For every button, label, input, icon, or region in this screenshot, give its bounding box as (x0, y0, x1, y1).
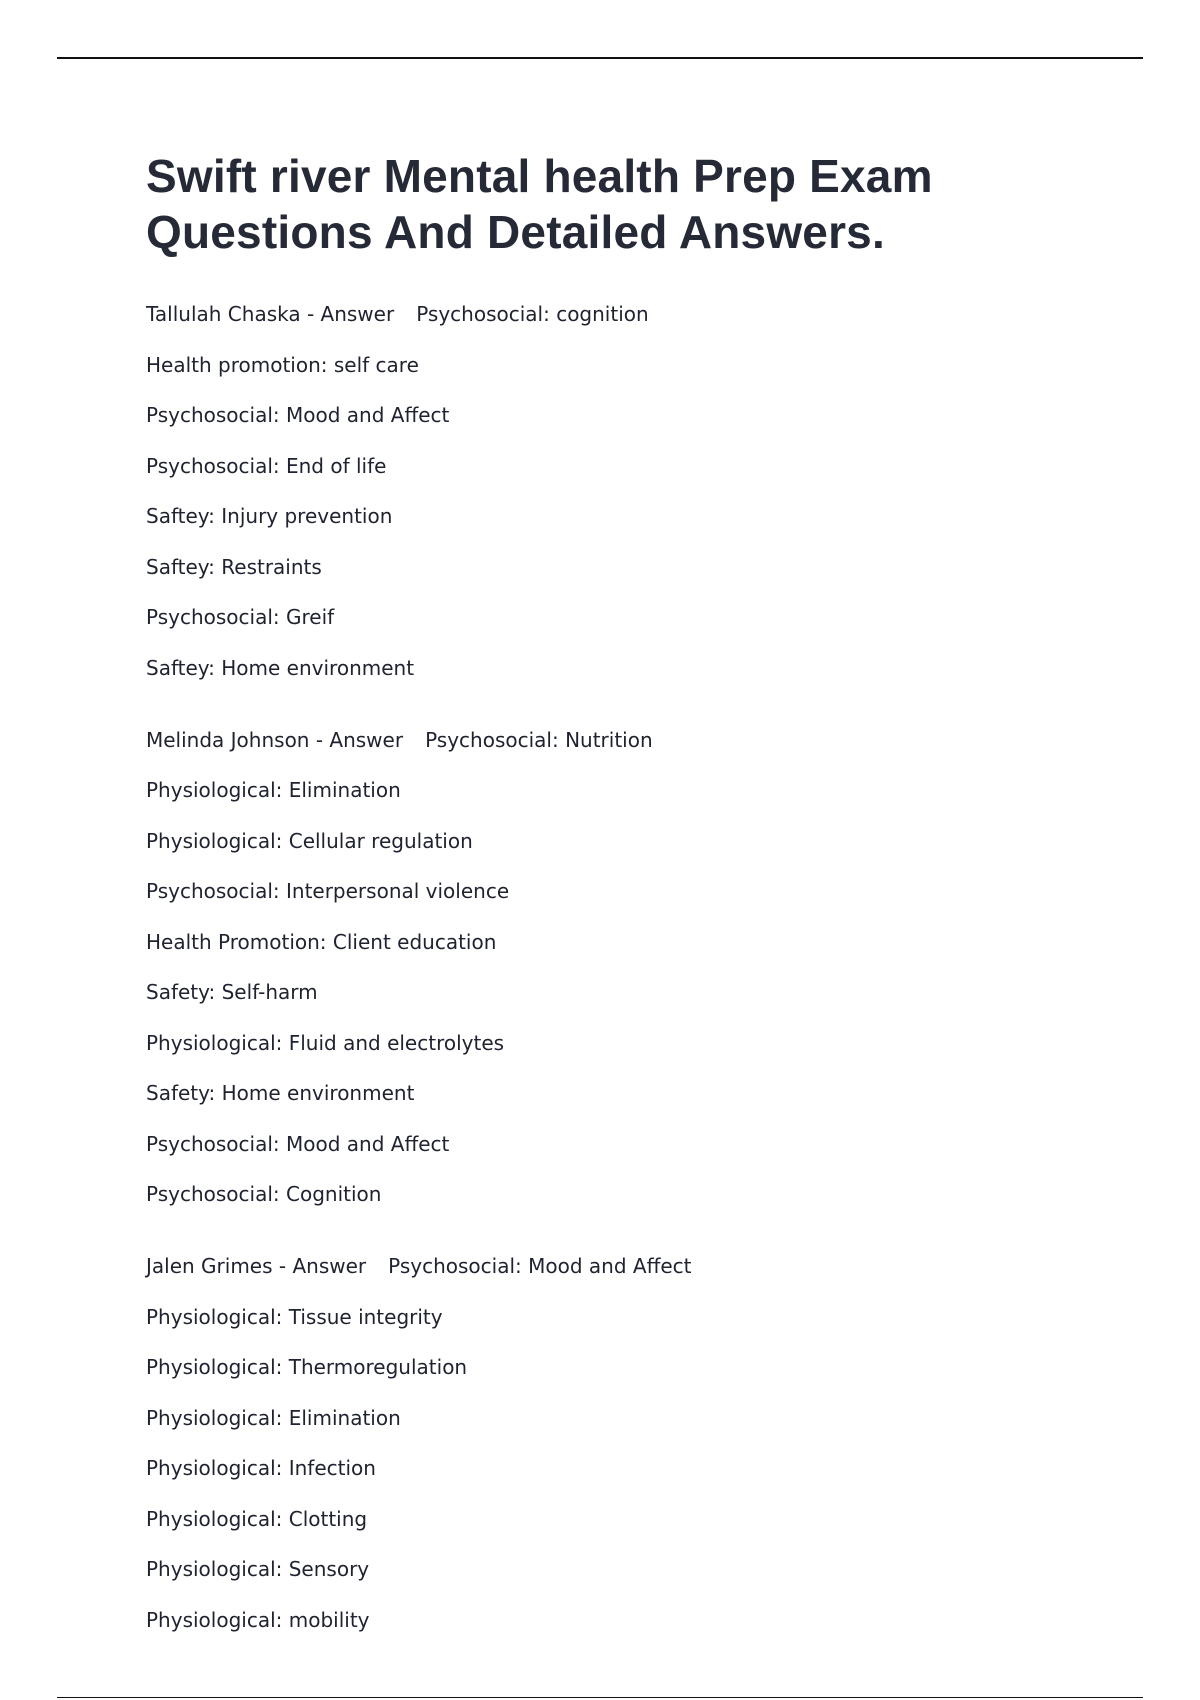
answer-item: Physiological: Clotting (146, 1506, 368, 1531)
answer-item: Saftey: Restraints (146, 554, 322, 579)
answer-item: Physiological: Thermoregulation (146, 1355, 468, 1379)
answer-item: Physiological: Fluid and electrolytes (146, 1030, 505, 1055)
patient-name: Jalen Grimes - Answer (146, 1254, 367, 1278)
answer-item: Physiological: Elimination (146, 778, 401, 802)
answer-item: Health Promotion: Client education (146, 929, 497, 954)
section-header-line (146, 728, 1106, 752)
answer-item: Psychosocial: Cognition (146, 1182, 382, 1206)
answer-item: Physiological: Infection (146, 1456, 376, 1480)
answer-item: Physiological: mobility (146, 1607, 370, 1632)
answer-item: Psychosocial: Nutrition (425, 727, 653, 752)
section-melinda-johnson (146, 728, 1106, 1207)
answer-item: Psychosocial: End of life (146, 453, 387, 478)
answer-item: Safety: Home environment (146, 1081, 415, 1105)
answer-item: Saftey: Home environment (146, 655, 415, 680)
patient-name: Tallulah Chaska - Answer (146, 302, 395, 326)
answer-item: Health promotion: self care (146, 352, 419, 377)
answer-item: Physiological: Sensory (146, 1557, 370, 1581)
answer-item: Psychosocial: Mood and Affect (146, 1131, 450, 1156)
section-header-line (146, 1254, 1106, 1278)
answer-item: Physiological: Elimination (146, 1405, 401, 1430)
answer-item: Saftey: Injury prevention (146, 504, 393, 528)
page-title (146, 148, 1106, 260)
answer-item: Psychosocial: Greif (146, 605, 335, 629)
patient-name: Melinda Johnson - Answer (146, 727, 404, 752)
answer-item: Physiological: Tissue integrity (146, 1304, 443, 1329)
answer-item: Psychosocial: Mood and Affect (388, 1254, 692, 1278)
bottom-rule (57, 1697, 1143, 1698)
answer-item: Safety: Self-harm (146, 980, 318, 1004)
answer-item: Psychosocial: cognition (416, 302, 649, 326)
title-line-1: Swift river Mental health Prep Exam (146, 150, 933, 202)
section-header-line (146, 302, 1106, 326)
top-rule (57, 57, 1143, 59)
title-line-2: Questions And Detailed Answers. (146, 206, 885, 258)
answer-sections (146, 302, 1106, 1632)
section-jalen-grimes (146, 1254, 1106, 1632)
answer-item: Psychosocial: Interpersonal violence (146, 879, 510, 903)
section-tallulah-chaska (146, 302, 1106, 680)
answer-item: Psychosocial: Mood and Affect (146, 403, 450, 427)
answer-item: Physiological: Cellular regulation (146, 828, 473, 853)
document-body (146, 148, 1106, 1680)
